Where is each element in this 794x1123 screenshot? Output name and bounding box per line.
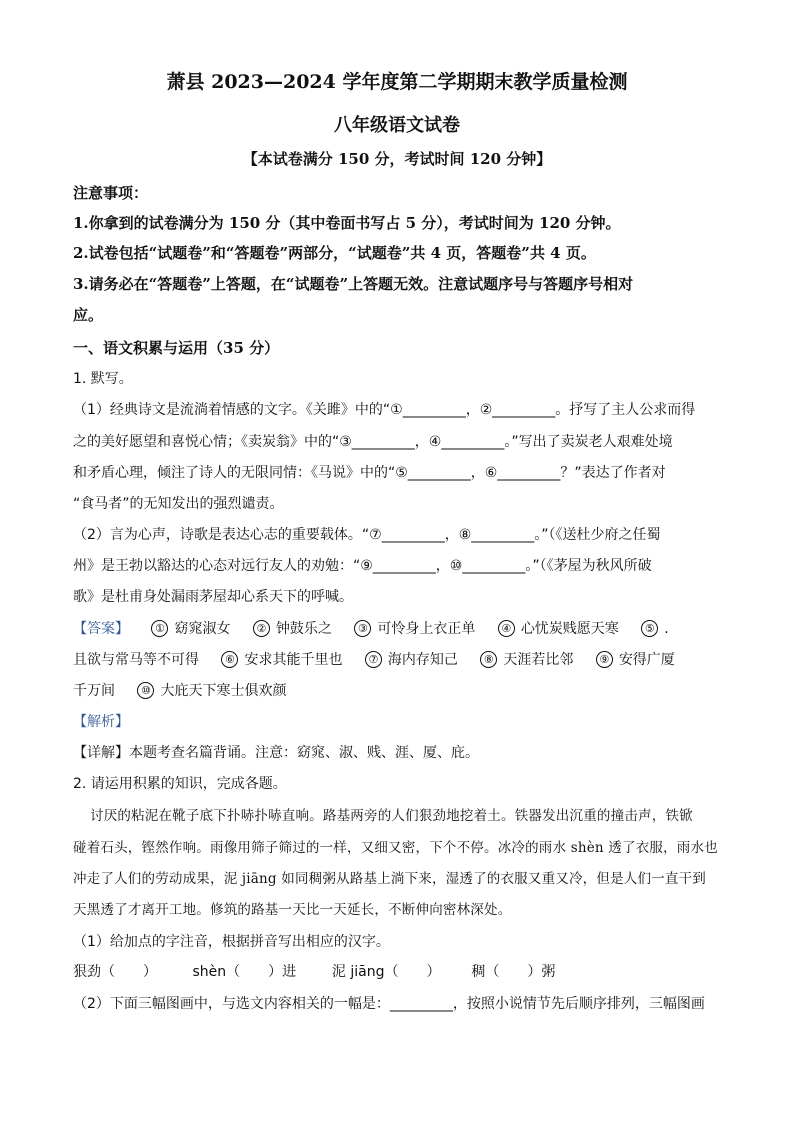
q2-fill-row bbox=[73, 962, 571, 982]
answer-item: ⑤ . bbox=[623, 621, 668, 637]
analysis-tag: 【解析】 bbox=[73, 714, 129, 730]
fill-item: 稠（ ）粥 bbox=[471, 964, 556, 980]
q1-part2-line1: （2）言为心声，诗歌是表达心志的重要载体。“⑦_________，⑧_________。”（《送杜少府之任蜀 bbox=[73, 527, 661, 543]
fill-item: shèn（ ）进 bbox=[192, 964, 297, 980]
q2-label: 2. 请运用积累的知识，完成各题。 bbox=[73, 776, 287, 792]
exam-info: 【本试卷满分 150 分，考试时间 120 分钟】 bbox=[242, 150, 552, 168]
exam-subtitle: 八年级语文试卷 bbox=[334, 115, 460, 136]
notice-item-3-cont: 应。 bbox=[73, 306, 104, 324]
answer-item: ④ 心忧炭贱愿天寒 bbox=[480, 621, 619, 637]
notice-heading: 注意事项： bbox=[73, 184, 149, 202]
q1-part2-line2: 州》是王勃以豁达的心态对远行友人的劝勉：“⑨_________，⑩_________。”（《茅屋为秋风所破 bbox=[73, 558, 652, 574]
notice-item-1: 1.你拿到的试卷满分为 150 分（其中卷面书写占 5 分），考试时间为 120 分钟。 bbox=[73, 214, 621, 232]
answer-line-1 bbox=[73, 619, 669, 639]
answer-item: ② 钟鼓乐之 bbox=[235, 621, 332, 637]
q1-part2-line3: 歌》是杜甫身处漏雨茅屋却心系天下的呼喊。 bbox=[73, 589, 353, 605]
notice-item-2: 2.试卷包括“试题卷”和“答题卷”两部分，“试题卷”共 4 页，答题卷”共 4 页。 bbox=[73, 244, 596, 262]
fill-item: 狠劲（ ） bbox=[73, 964, 157, 980]
answer-line-3: 千万间 ⑩ 大庇天下寒士俱欢颜 bbox=[73, 683, 287, 699]
exam-title: 萧县 2023—2024 学年度第二学期期末教学质量检测 bbox=[166, 71, 628, 93]
passage-line-2: 碰着石头，铿然作响。雨像用筛子筛过的一样，又细又密，下个不停。冰冷的雨水 shèn 透了衣服，雨水也 bbox=[73, 840, 718, 856]
answer-item: ③ 可怜身上衣正单 bbox=[336, 621, 475, 637]
answer-tag: 【答案】 bbox=[73, 621, 129, 637]
analysis-detail: 【详解】本题考查名篇背诵。注意：窈窕、淑、贱、涯、厦、庇。 bbox=[73, 745, 479, 761]
passage-line-3: 冲走了人们的劳动成果，泥 jiāng 如同稠粥从路基上淌下来，湿透了的衣服又重又冷，但是人们一直干到 bbox=[73, 871, 706, 887]
fill-item: 泥 jiāng（ ） bbox=[331, 964, 441, 980]
answer-line-2: 且欲与常马等不可得 ⑥ 安求其能千里也 ⑦ 海内存知己 ⑧ 天涯若比邻 ⑨ 安得广厦 bbox=[73, 652, 675, 668]
q2-sub2: （2）下面三幅图画中，与选文内容相关的一幅是：_________，按照小说情节先后顺序排列，三幅图画 bbox=[73, 996, 705, 1012]
passage-line-1: 讨厌的粘泥在靴子底下扑哧扑哧直响。路基两旁的人们狠劲地挖着土。铁器发出沉重的撞击声，铁锨 bbox=[90, 808, 693, 824]
q1-part1-line3: 和矛盾心理，倾注了诗人的无限同情：《马说》中的“⑤_________，⑥_________？”表达了作者对 bbox=[73, 465, 666, 481]
q2-sub1: （1）给加点的字注音，根据拼音写出相应的汉字。 bbox=[73, 934, 390, 950]
answer-item: ⑩ 大庇天下寒士俱欢颜 bbox=[119, 683, 286, 699]
q1-part1-line2: 之的美好愿望和喜悦心情；《卖炭翁》中的“③_________，④_________。”写出了卖炭老人艰难处境 bbox=[73, 434, 673, 450]
answer-item: ⑨ 安得广厦 bbox=[578, 652, 675, 668]
answer-item: ⑦ 海内存知己 bbox=[347, 652, 458, 668]
q1-part1-line4: “食马者”的无知发出的强烈谴责。 bbox=[73, 496, 284, 512]
q1-part1-line1: （1）经典诗文是流淌着情感的文字。《关雎》中的“①_________，②_________。抒写了主人公求而得 bbox=[73, 402, 696, 418]
answer-item: ⑥ 安求其能千里也 bbox=[203, 652, 342, 668]
answer-item: ⑧ 天涯若比邻 bbox=[462, 652, 573, 668]
passage-line-4: 天黑透了才离开工地。修筑的路基一天比一天延长，不断伸向密林深处。 bbox=[73, 902, 512, 918]
section-1-heading: 一、语文积累与运用（35 分） bbox=[73, 339, 280, 357]
notice-item-3: 3.请务必在“答题卷”上答题，在“试题卷”上答题无效。注意试题序号与答题序号相对 bbox=[73, 275, 634, 293]
q1-label: 1. 默写。 bbox=[73, 371, 133, 387]
answer-item: ① 窈窕淑女 bbox=[133, 621, 230, 637]
